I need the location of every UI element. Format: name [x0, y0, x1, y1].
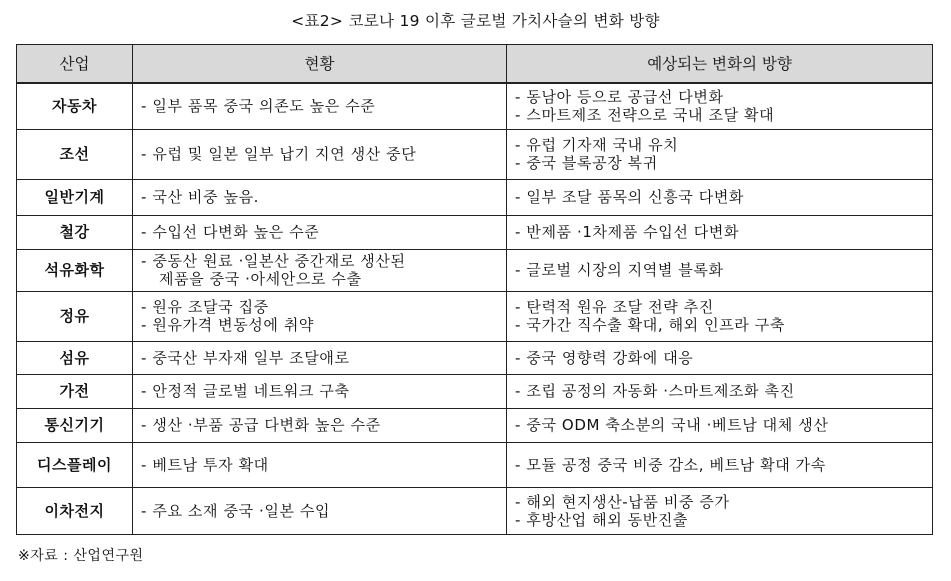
industry-cell: 자동차 [17, 83, 133, 129]
industry-cell: 이차전지 [17, 487, 133, 534]
forecast-cell [507, 215, 933, 249]
source-note: ※자료 : 산업연구원 [18, 548, 144, 564]
table-header [17, 45, 933, 84]
table-row [17, 249, 933, 291]
status-cell [133, 291, 507, 341]
forecast-cell [507, 291, 933, 341]
table-row [17, 408, 933, 442]
cell-line: - 원유 조달국 집중 [141, 298, 269, 316]
cell-line: - 주요 소재 중국 ·일본 수입 [141, 501, 331, 520]
industry-cell: 조선 [17, 129, 133, 179]
cell-line: - 탄력적 원유 조달 전략 추진 [515, 298, 714, 316]
cell-line: - 베트남 투자 확대 [141, 455, 269, 474]
cell-line: - 원유가격 변동성에 취약 [141, 316, 315, 334]
status-cell [133, 249, 507, 291]
header-status: 현황 [133, 45, 507, 84]
industry-cell: 섬유 [17, 341, 133, 374]
forecast-cell [507, 129, 933, 179]
cell-line: - 유럽 기자재 국내 유치 [515, 136, 679, 154]
table-title: <표2> 코로나 19 이후 글로벌 가치사슬의 변화 방향 [291, 12, 660, 30]
table-row [17, 215, 933, 249]
forecast-cell [507, 341, 933, 374]
table-row [17, 179, 933, 215]
cell-line: - 중동산 원료 ·일본산 중간재로 생산된 [141, 252, 406, 270]
cell-line: - 일부 품목 중국 의존도 높은 수준 [141, 97, 376, 116]
status-cell [133, 487, 507, 534]
industry-cell: 가전 [17, 374, 133, 408]
forecast-cell [507, 179, 933, 215]
cell-line: - 국산 비중 높음. [141, 188, 260, 206]
cell-line: - 중국 영향력 강화에 대응 [515, 348, 694, 367]
table-row [17, 83, 933, 129]
status-cell [133, 341, 507, 374]
cell-line: - 중국산 부자재 일부 조달애로 [141, 348, 350, 367]
header-industry: 산업 [17, 45, 133, 84]
forecast-cell [507, 374, 933, 408]
table-row [17, 374, 933, 408]
cell-line: - 생산 ·부품 공급 다변화 높은 수준 [141, 416, 381, 434]
industry-cell: 디스플레이 [17, 442, 133, 487]
cell-line: - 유럽 및 일본 일부 납기 지연 생산 중단 [141, 145, 417, 163]
cell-line: - 해외 현지생산-납품 비중 증가 [515, 492, 730, 511]
cell-line: - 반제품 ·1차제품 수입선 다변화 [515, 223, 740, 241]
cell-line: - 글로벌 시장의 지역별 블록화 [515, 261, 724, 279]
header-row [17, 45, 933, 84]
cell-line: - 안정적 글로벌 네트워크 구축 [141, 382, 350, 400]
status-cell [133, 374, 507, 408]
forecast-cell [507, 83, 933, 129]
forecast-cell [507, 487, 933, 534]
table-row [17, 129, 933, 179]
cell-line: - 수입선 다변화 높은 수준 [141, 223, 320, 241]
table-row [17, 291, 933, 341]
industry-cell: 철강 [17, 215, 133, 249]
cell-line: - 일부 조달 품목의 신흥국 다변화 [515, 188, 745, 206]
table-row [17, 442, 933, 487]
gvc-change-table [16, 44, 933, 535]
cell-line: - 중국 블록공장 복귀 [515, 154, 658, 172]
forecast-cell [507, 408, 933, 442]
status-cell [133, 215, 507, 249]
cell-line: - 중국 ODM 축소분의 국내 ·베트남 대체 생산 [515, 416, 829, 434]
industry-cell: 정유 [17, 291, 133, 341]
table-row [17, 487, 933, 534]
cell-line: - 동남아 등으로 공급선 다변화 [515, 88, 724, 107]
header-forecast: 예상되는 변화의 방향 [507, 45, 933, 84]
industry-cell: 통신기기 [17, 408, 133, 442]
cell-line: 제품을 중국 ·아세안으로 수출 [159, 270, 362, 288]
table-row [17, 341, 933, 374]
cell-line: - 국가간 직수출 확대, 해외 인프라 구축 [515, 316, 785, 334]
status-cell [133, 129, 507, 179]
cell-line: - 조립 공정의 자동화 ·스마트제조화 촉진 [515, 382, 795, 400]
status-cell [133, 179, 507, 215]
status-cell [133, 442, 507, 487]
table-body [17, 83, 933, 534]
status-cell [133, 83, 507, 129]
cell-line: - 모듈 공정 중국 비중 감소, 베트남 확대 가속 [515, 455, 826, 474]
industry-cell: 석유화학 [17, 249, 133, 291]
cell-line: - 후방산업 해외 동반진출 [515, 510, 689, 529]
industry-cell: 일반기계 [17, 179, 133, 215]
forecast-cell [507, 442, 933, 487]
forecast-cell [507, 249, 933, 291]
cell-line: - 스마트제조 전략으로 국내 조달 확대 [515, 106, 775, 125]
status-cell [133, 408, 507, 442]
